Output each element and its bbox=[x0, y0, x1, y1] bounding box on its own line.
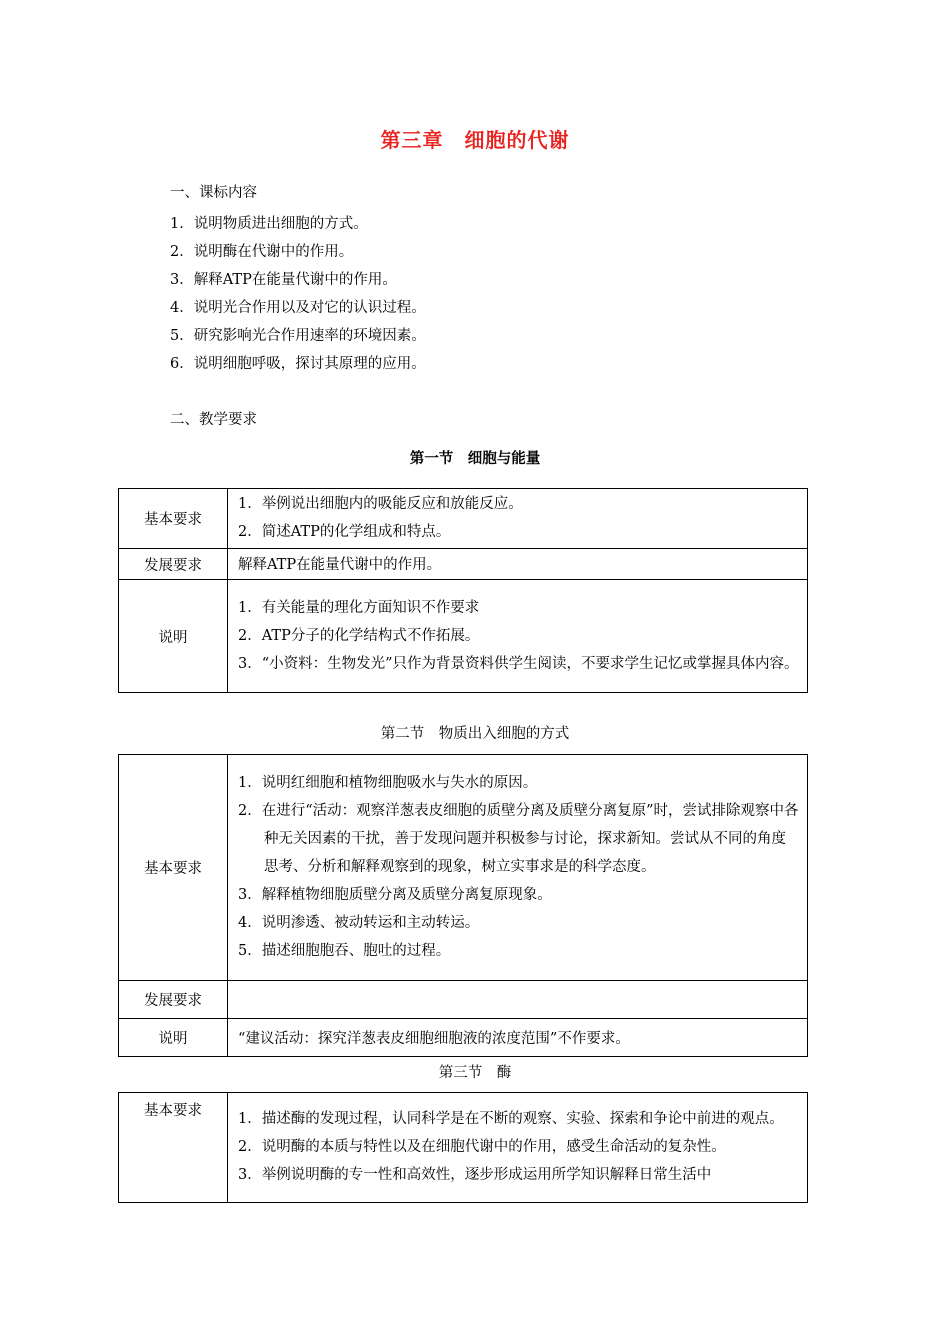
part2-title: 第二节 物质出入细胞的方式 bbox=[380, 726, 570, 742]
development-requirement-content bbox=[228, 981, 808, 1019]
note-content: “建议活动：探究洋葱表皮细胞细胞液的浓度范围”不作要求。 bbox=[228, 1019, 808, 1057]
requirement-item: 5．描述细胞胞吞、胞吐的过程。 bbox=[238, 943, 451, 959]
curriculum-item: 6．说明细胞呼吸，探讨其原理的应用。 bbox=[170, 356, 426, 372]
note-content bbox=[228, 580, 808, 693]
part3-table bbox=[118, 1092, 808, 1203]
curriculum-item: 4．说明光合作用以及对它的认识过程。 bbox=[170, 300, 426, 316]
requirement-item: 3．举例说明酶的专一性和高效性，逐步形成运用所学知识解释日常生活中 bbox=[238, 1167, 712, 1183]
basic-requirement-label: 基本要求 bbox=[119, 755, 228, 981]
development-requirement-content: 解释ATP在能量代谢中的作用。 bbox=[228, 549, 808, 580]
section-heading-teaching: 二、教学要求 bbox=[170, 412, 257, 428]
requirement-item: 1．举例说出细胞内的吸能反应和放能反应。 bbox=[238, 496, 523, 512]
section-heading-curriculum: 一、课标内容 bbox=[170, 185, 257, 201]
part3-title: 第三节 酶 bbox=[438, 1065, 512, 1081]
requirement-item: 4．说明渗透、被动转运和主动转运。 bbox=[238, 915, 480, 931]
requirement-item: 2．说明酶的本质与特性以及在细胞代谢中的作用，感受生命活动的复杂性。 bbox=[238, 1139, 726, 1155]
requirement-item: 3．解释植物细胞质壁分离及质壁分离复原现象。 bbox=[238, 887, 552, 903]
requirement-item: 1．描述酶的发现过程，认同科学是在不断的观察、实验、探索和争论中前进的观点。 bbox=[238, 1111, 784, 1127]
curriculum-item: 3．解释ATP在能量代谢中的作用。 bbox=[170, 272, 397, 288]
requirement-item: 2．简述ATP的化学组成和特点。 bbox=[238, 524, 451, 540]
development-requirement-label: 发展要求 bbox=[119, 549, 228, 580]
part2-table bbox=[118, 754, 808, 1057]
basic-requirement-label: 基本要求 bbox=[119, 1093, 228, 1203]
curriculum-item: 5．研究影响光合作用速率的环境因素。 bbox=[170, 328, 426, 344]
part1-title: 第一节 细胞与能量 bbox=[409, 450, 541, 467]
note-item: 2．ATP分子的化学结构式不作拓展。 bbox=[238, 627, 480, 644]
development-requirement-label: 发展要求 bbox=[119, 981, 228, 1019]
requirement-item: 1．说明红细胞和植物细胞吸水与失水的原因。 bbox=[238, 775, 538, 791]
curriculum-item: 2．说明酶在代谢中的作用。 bbox=[170, 244, 354, 260]
basic-requirement-label: 基本要求 bbox=[119, 489, 228, 549]
part1-table bbox=[118, 488, 808, 693]
basic-requirement-content bbox=[228, 1093, 808, 1203]
note-item: 3．“小资料：生物发光”只作为背景资料供学生阅读，不要求学生记忆或掌握具体内容。 bbox=[238, 655, 799, 672]
chapter-title: 第三章 细胞的代谢 bbox=[380, 128, 570, 152]
basic-requirement-content bbox=[228, 755, 808, 981]
note-label: 说明 bbox=[119, 1019, 228, 1057]
note-label: 说明 bbox=[119, 580, 228, 693]
requirement-item: 2．在进行“活动：观察洋葱表皮细胞的质壁分离及质壁分离复原”时，尝试排除观察中各种无关因素的干扰，善于发现问题并积极参与讨论，探求新知。尝试从不同的角度思考、分析和解释观察到的现象，树立实事求是的科学态度。 bbox=[238, 803, 799, 875]
curriculum-item: 1．说明物质进出细胞的方式。 bbox=[170, 216, 368, 232]
basic-requirement-content bbox=[228, 489, 808, 549]
note-item: 1．有关能量的理化方面知识不作要求 bbox=[238, 599, 480, 616]
